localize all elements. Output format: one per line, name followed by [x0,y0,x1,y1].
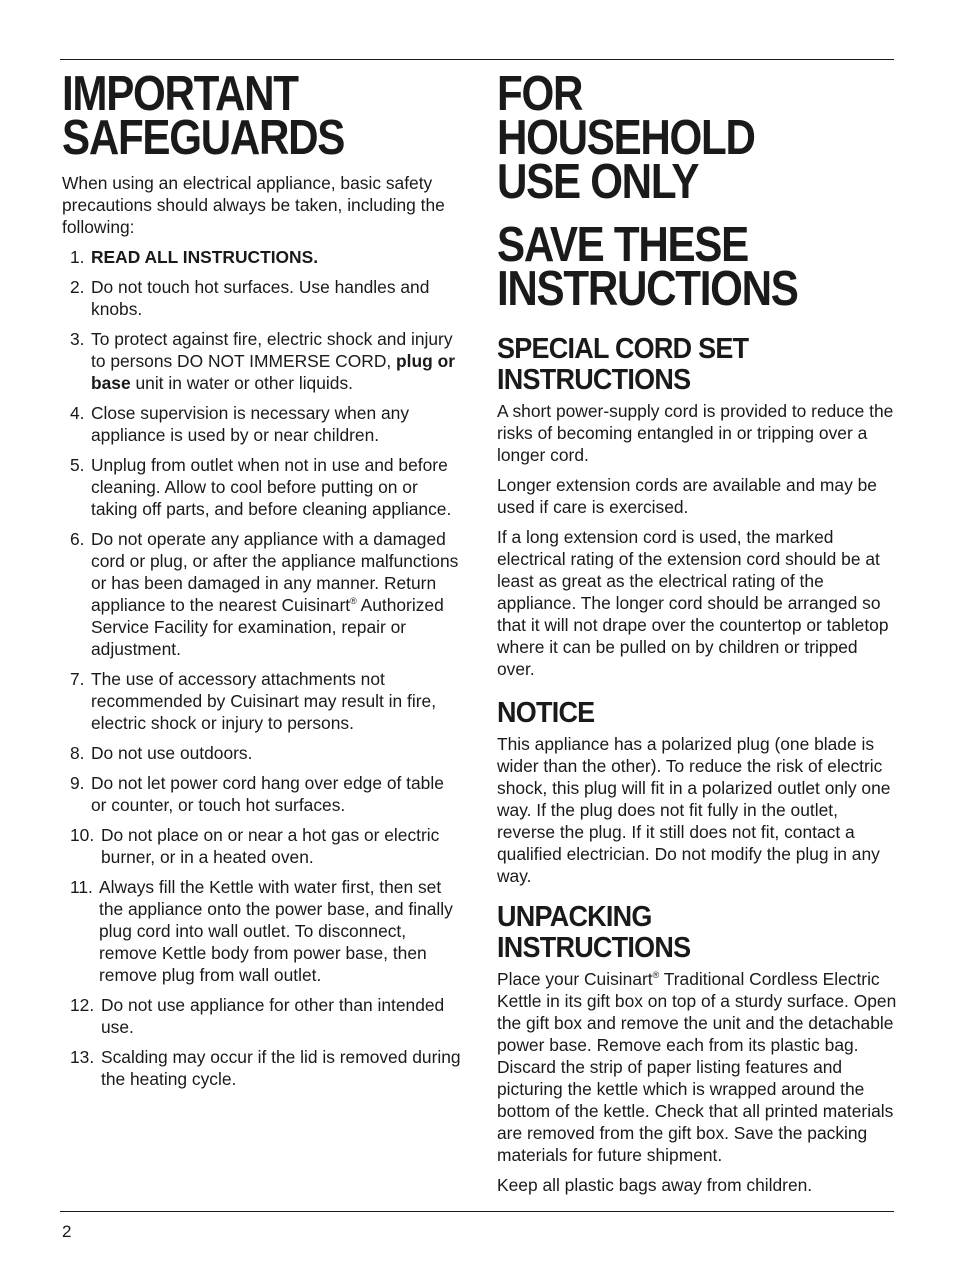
list-item [62,528,462,660]
item-text: Do not use outdoors. [91,743,253,763]
page-number: 2 [62,1222,72,1241]
cord-paragraph: Longer extension cords are available and may be used if care is exercised. [497,475,877,517]
list-item [62,742,462,764]
registered-mark: ® [350,596,357,606]
item-text [62,328,462,394]
list-item [62,994,462,1038]
cord-paragraph: A short power-supply cord is provided to reduce the risks of becoming entangled in or tripping over a longer cord. [497,401,894,465]
save-instructions-title: SAVE THESE INSTRUCTIONS [497,218,798,316]
item-number: 13. [70,1047,95,1067]
item-text-part: To protect against fire, electric shock and injury to persons DO NOT IMMERSE CORD, [91,329,453,371]
unpacking-paragraph [497,968,897,1166]
cord-paragraph: If a long extension cord is used, the marked electrical rating of the extension cord should be at least as great as the electrical rating of the appliance. The longer cord should be arranged so that it will not drape over the countertop or tabletop where it can be pulled on by children or tripped over. [497,527,889,679]
unpacking-heading: UNPACKING INSTRUCTIONS [497,901,691,964]
list-item [62,824,462,868]
item-number: 8. [70,743,85,763]
item-text: Scalding may occur if the lid is removed during the heating cycle. [101,1047,461,1089]
list-item [62,246,462,268]
item-text: Do not use appliance for other than intended use. [101,995,445,1037]
item-text: Do not touch hot surfaces. Use handles and knobs. [91,277,430,319]
safeguards-title: IMPORTANT SAFEGUARDS [62,67,345,165]
safeguards-list [62,246,462,1090]
left-column [62,67,462,1098]
notice-heading: NOTICE [497,697,595,729]
item-number: 2. [70,277,85,297]
safeguards-intro: When using an electrical appliance, basic safety precautions should always be taken, including the following: [62,173,445,237]
item-number: 12. [70,995,95,1015]
item-text: Close supervision is necessary when any appliance is used by or near children. [91,403,410,445]
item-text [62,528,462,660]
list-item [62,876,462,986]
item-text: Do not place on or near a hot gas or electric burner, or in a heated oven. [101,825,440,867]
item-text: The use of accessory attachments not recommended by Cuisinart may result in fire, electric shock or injury to persons. [91,669,437,733]
notice-paragraph: This appliance has a polarized plug (one blade is wider than the other). To reduce the risk of electric shock, this plug will fit in a polarized outlet only one way. If the plug does not fit fully in the outlet, reverse the plug. If it still does not fit, contact a qualified electrician. Do not modify the plug in any way. [497,734,891,886]
top-rule [60,59,894,60]
item-number: 11. [70,877,93,897]
item-text-part: Do not operate any appliance with a damaged cord or plug, or after the appliance malfunctions or has been damaged in any manner. Return appliance to the nearest Cuisinart [91,529,459,615]
item-number: 5. [70,455,85,475]
household-use-title: FOR HOUSEHOLD USE ONLY [497,67,755,209]
item-number: 9. [70,773,85,793]
item-text: Always fill the Kettle with water first, then set the appliance onto the power base, and finally plug cord into wall outlet. To disconnect, remove Kettle body from power base, then remove plug from wall outlet. [99,877,453,985]
item-number: 1. [70,247,85,267]
unpacking-paragraph: Keep all plastic bags away from children. [497,1175,813,1195]
registered-mark: ® [652,970,660,980]
list-item [62,276,462,320]
item-number: 10. [70,825,95,845]
item-text-part: Authorized Service Facility for examination, repair or adjustment. [91,595,444,659]
item-number: 7. [70,669,85,689]
list-item [62,402,462,446]
item-text-part: unit in water or other liquids. [130,373,353,393]
item-text: Unplug from outlet when not in use and before cleaning. Allow to cool before putting on or taking off parts, and before cleaning appliance. [91,455,452,519]
list-item [62,1046,462,1090]
list-item [62,454,462,520]
item-text-bold: plug or base [91,351,455,393]
list-item [62,668,462,734]
item-text: READ ALL INSTRUCTIONS. [91,247,319,267]
cord-set-heading: SPECIAL CORD SET INSTRUCTIONS [497,333,749,396]
item-number: 6. [70,529,85,549]
right-column [497,67,897,1204]
item-number: 3. [70,329,85,349]
item-number: 4. [70,403,85,423]
unpacking-text-part: Place your Cuisinart [497,969,653,989]
bottom-rule [60,1211,894,1212]
unpacking-text-part: Traditional Cordless Electric Kettle in its gift box on top of a sturdy surface. Open the gift box and remove the unit and the detachable power base. Remove each from its plastic bag. Discard the strip of paper listing features and picturing the kettle which is wrapped around the bottom of the kettle. Check that all printed materials are removed from the gift box. Save the packing materials for future shipment. [497,969,897,1165]
list-item [62,328,462,394]
list-item [62,772,462,816]
item-text: Do not let power cord hang over edge of table or counter, or touch hot surfaces. [91,773,444,815]
